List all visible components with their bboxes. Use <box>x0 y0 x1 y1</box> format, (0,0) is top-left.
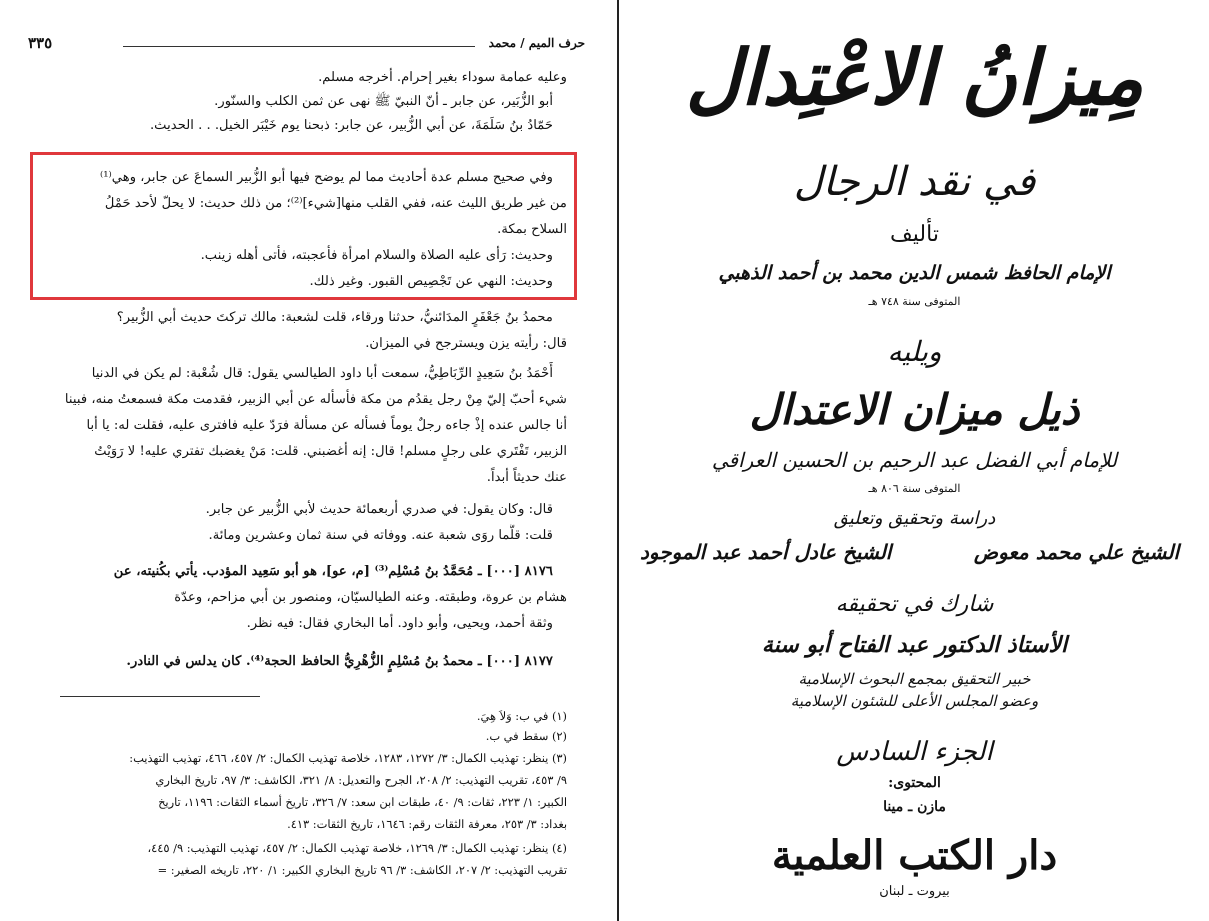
text-line: حَمّادُ بنُ سَلَمَةَ، عن أبي الزُّبير، عن جابر: ذبحنا يوم خَيْبَر الخيل. . . الحديث. <box>149 118 553 133</box>
header-rule <box>123 46 475 47</box>
text-line: وحديث: النهي عن تَجْصِيص القبور. وغير ذلك. <box>309 274 553 289</box>
second-author-death-date: المتوفى سنة ٨٠٦ هـ <box>868 482 961 495</box>
book-title: مِيزانُ الاعْتِدال <box>685 33 1144 122</box>
text-line: قال: وكان يقول: في صدري أربعمائة حديث لأبي الزُّبير عن جابر. <box>205 502 553 517</box>
study-label: دراسة وتحقيق وتعليق <box>833 508 996 529</box>
footnote-line: بغداد: ٣/ ٢٥٣، معرفة الثقات رقم: ١٦٤٦، تاريخ الثقات: ٤١٣. <box>287 817 567 831</box>
footnote-line: تقريب التهذيب: ٢/ ٢٠٧، الكاشف: ٣/ ٩٦ تاريخ البخاري الكبير: ١/ ٢٢٠، تاريخه الصغير: = <box>157 863 567 877</box>
footnote-line: ٩/ ٤٥٣، تقريب التهذيب: ٢/ ٢٠٨، الجرح والتعديل: ٨/ ٣٢١، الكاشف: ٣/ ٩٧، تاريخ البخاري <box>155 773 567 787</box>
running-head-title: حرف الميم / محمد <box>488 36 585 50</box>
authorship-label: تأليف <box>890 222 939 247</box>
text-line: قلت: قلَّما روَى شعبة عنه. ووفاته في سنة ثمان وعشرين ومائة. <box>208 528 553 543</box>
co-editor-title: خبير التحقيق بمجمع البحوث الإسلامية <box>798 670 1031 688</box>
footnote-line: (٣) ينظر: تهذيب الكمال: ٣/ ١٢٧٢، ١٢٨٣، خلاصة تهذيب الكمال: ٢/ ٤٥٧، ٤٦٦، تهذيب التهذيب: <box>129 751 567 765</box>
text-line: هشام بن عروة، وطبقته. وعنه الطيالسيّان، ومنصور بن أبي مزاحم، وعدّة <box>174 590 567 605</box>
text-line: قال: رأيته يزن ويسترجح في الميزان. <box>365 336 567 351</box>
text-line: وفي صحيح مسلم عدة أحاديث مما لم يوضح فيها أبو الزُّبير السماعَ عن جابر، وهي⁽¹⁾ <box>100 170 553 185</box>
page-divider <box>617 0 619 921</box>
entry-line: ٨١٧٦ [٠٠٠] ـ مُحَمَّدُ بنُ مُسْلِم⁽³⁾ [م، عو]، هو أبو سَعِيد المؤدب. يأتي بكُنيته، عن <box>113 564 553 579</box>
second-author-name: للإمام أبي الفضل عبد الرحيم بن الحسين العراقي <box>711 448 1118 472</box>
text-line: السلاح بمكة. <box>497 222 567 237</box>
entry-line: ٨١٧٧ [٠٠٠] ـ محمدُ بنُ مُسْلِمٍ الزُّهْرِيُّ الحافظ الحجة⁽⁴⁾. كان يدلس في النادر. <box>126 654 553 669</box>
text-line: وعليه عمامة سوداء بغير إحرام. أخرجه مسلم. <box>318 70 567 85</box>
co-editor-membership: وعضو المجلس الأعلى للشئون الإسلامية <box>790 692 1039 710</box>
volume-label: الجزء السادس <box>836 737 993 767</box>
editor-name: الشيخ عادل أحمد عبد الموجود <box>640 540 892 564</box>
text-line: أنا جالس عنده إذْ جاءه رجلٌ يوماً فسأله عن مسألة فرَدّ عليه فافترى عليه، فقلت له: يا أبا <box>86 418 567 433</box>
footnote-line: (١) في ب: وَلاَ هِيَ. <box>476 709 567 723</box>
text-line: وحديث: رَأى عليه الصلاة والسلام امرأة فأعجبته، فأتى أهله زينب. <box>200 248 553 263</box>
footnote-rule <box>60 696 260 697</box>
text-line: محمدُ بنُ جَعْفَرٍ المدَائنيُّ، حدثنا ورقاء، قلت لشعبة: مالك تركتَ حديث أبي الزُّبير؟ <box>116 310 553 325</box>
right-page <box>620 0 1209 921</box>
footnote-line: الكبير: ١/ ٢٢٣، ثقات: ٩/ ٤٠، طبقات ابن سعد: ٧/ ٣٢٦، تاريخ أسماء الثقات: ١١٩٦، تاريخ <box>158 795 567 809</box>
author-death-date: المتوفى سنة ٧٤٨ هـ <box>868 295 961 308</box>
text-line: الزبير، تَفْتَري على رجلٍ مسلم! قال: إنه أغضبني. قلت: مَنْ يغضبك تفتري عليه! لا رَوَيْتُ <box>94 444 567 459</box>
footnote-line: (٤) ينظر: تهذيب الكمال: ٣/ ١٢٦٩، خلاصة تهذيب الكمال: ٢/ ٤٥٧، تهذيب التهذيب: ٩/ ٤٤٥، <box>147 841 567 855</box>
text-line: أَحْمَدُ بنُ سَعِيدٍ الرِّبَاطِيُّ، سمعت أبا داود الطيالسي يقول: قال شُعْبة: لم يكن في الدنيا <box>91 366 553 381</box>
running-head <box>28 34 585 54</box>
followed-by-label: ويليه <box>887 335 942 368</box>
footnote-line: (٢) سقط في ب. <box>485 729 567 743</box>
co-editor-label: شارك في تحقيقه <box>835 592 994 617</box>
text-line: عنك حديثاً أبداً. <box>486 470 567 485</box>
contents-range: مازن ـ مينا <box>883 799 946 815</box>
co-editor-name: الأستاذ الدكتور عبد الفتاح أبو سنة <box>761 632 1068 658</box>
page-number: ٣٣٥ <box>28 34 53 52</box>
text-line: وثقة أحمد، ويحيى، وأبو داود. أما البخاري فقال: فيه نظر. <box>246 616 553 631</box>
contents-label: المحتوى: <box>888 775 941 791</box>
text-line: أبو الزُّبَير، عن جابر ـ أنّ النبيّ ﷺ نهى عن ثمن الكلب والسنّور. <box>214 94 553 109</box>
text-line: شيء أحبّ إليّ مِنْ رجل يقدُم من مكة فأسأله عن أبي الزبير، فقدمت مكة فسمعتُ منه، فبينا <box>64 392 567 407</box>
highlight-box <box>30 152 577 300</box>
text-line: من غير طريق الليث عنه، ففي القلب منها[شيء]⁽²⁾؛ من ذلك حديث: لا يحلّ لأحد حَمْلُ <box>104 196 567 211</box>
publisher-city: بيروت ـ لبنان <box>879 884 950 899</box>
editor-name: الشيخ علي محمد معوض <box>973 540 1179 564</box>
publisher-logo: دار الكتب العلمية <box>771 832 1058 879</box>
second-book-title: ذيل ميزان الاعتدال <box>749 385 1080 434</box>
book-subtitle: في نقد الرجال <box>793 159 1036 205</box>
editors <box>620 540 1209 590</box>
author-name: الإمام الحافظ شمس الدين محمد بن أحمد الذهبي <box>718 262 1111 284</box>
